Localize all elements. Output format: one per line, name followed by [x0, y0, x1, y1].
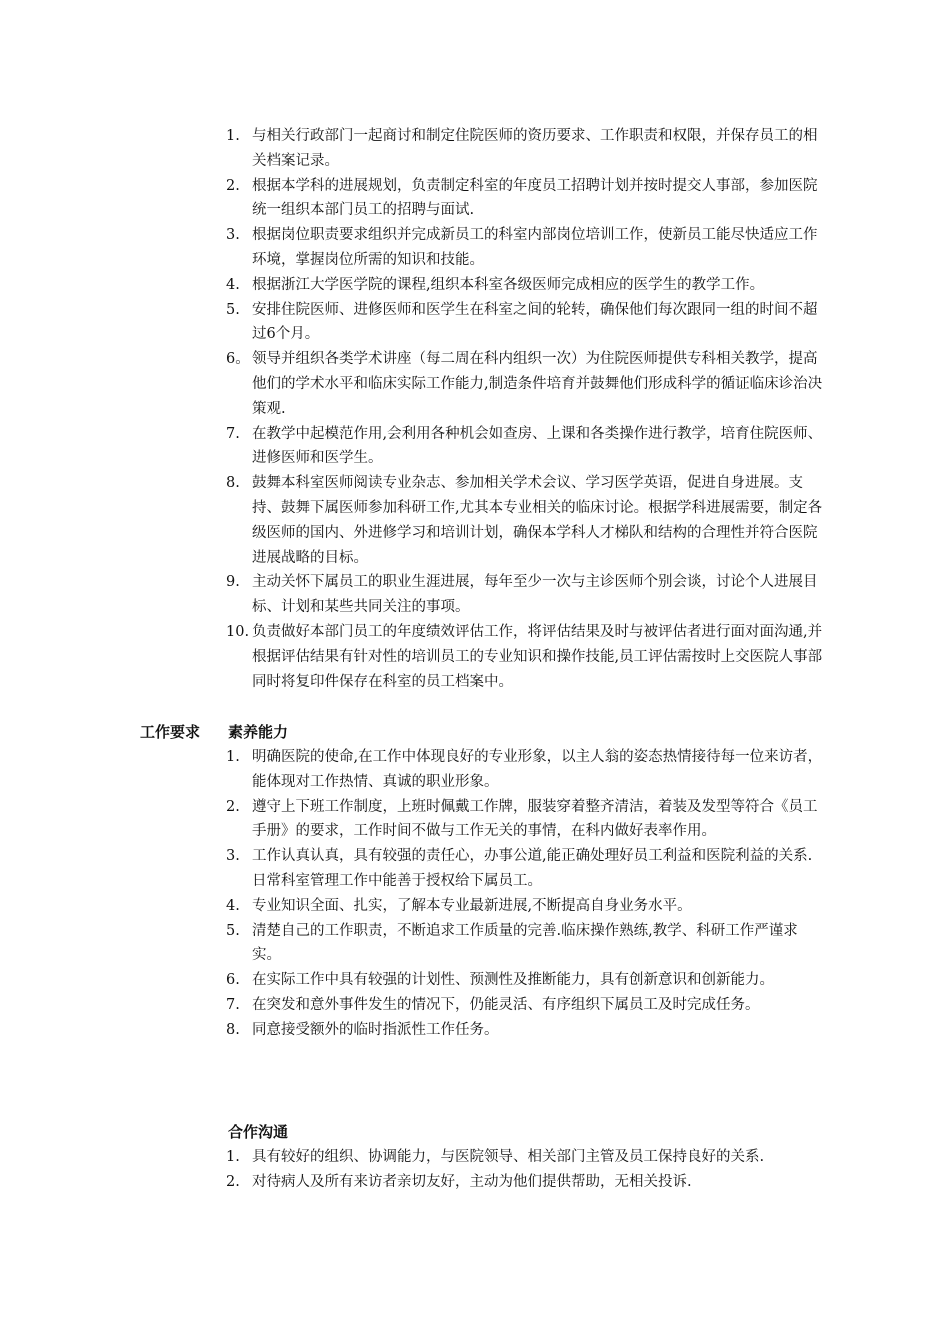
item-number: 10.: [226, 623, 250, 640]
quality-list: [226, 745, 826, 1043]
list-item: [226, 620, 826, 694]
item-number: 6.: [226, 972, 240, 989]
item-number: 9.: [226, 574, 240, 591]
item-number: 4.: [226, 897, 240, 914]
list-item: [226, 844, 826, 894]
list-item: [226, 993, 826, 1018]
item-text: 根据浙江大学医学院的课程,组织本科室各级医师完成相应的医学生的教学工作。: [252, 276, 765, 293]
list-item: [226, 347, 826, 421]
item-text: 与相关行政部门一起商讨和制定住院医师的资历要求、工作职责和权限，并保存员工的相关档案记录。: [252, 128, 818, 169]
item-text: 明确医院的使命,在工作中体现良好的专业形象，以主人翁的姿态热情接待每一位来访者，能体现对工作热情、真诚的职业形象。: [252, 749, 823, 790]
item-text: 同意接受额外的临时指派性工作任务。: [252, 1021, 499, 1038]
item-text: 对待病人及所有来访者亲切友好，主动为他们提供帮助，无相关投诉.: [252, 1173, 692, 1190]
list-item: [226, 1145, 826, 1170]
item-number: 2.: [226, 1173, 240, 1190]
item-number: 2.: [226, 798, 240, 815]
item-number: 3.: [226, 227, 240, 244]
item-number: 4.: [226, 276, 240, 293]
list-item: [226, 174, 826, 224]
work-requirements-label: 工作要求: [140, 723, 201, 741]
item-text: 清楚自己的工作职责，不断追求工作质量的完善.临床操作熟练,教学、科研工作严谨求实。: [252, 922, 798, 964]
item-number: 7.: [226, 996, 240, 1013]
item-text: 根据岗位职责要求组织并完成新员工的科室内部岗位培训工作，使新员工能尽快适应工作环境，掌握岗位所需的知识和技能。: [252, 227, 818, 268]
list-item: [226, 273, 826, 298]
list-item: [226, 422, 826, 472]
item-number: 3.: [226, 848, 240, 865]
item-text: 主动关怀下属员工的职业生涯进展，每年至少一次与主诊医师个别会谈，讨论个人进展目标、计划和某些共同关注的事项。: [252, 574, 818, 616]
item-text: 在实际工作中具有较强的计划性、预测性及推断能力，具有创新意识和创新能力。: [252, 972, 774, 989]
item-number: 6。: [226, 351, 250, 368]
item-text: 负责做好本部门员工的年度绩效评估工作，将评估结果及时与被评估者进行面对面沟通,并根据评估结果有针对性的培训员工的专业知识和操作技能,员工评估需按时上交医院人事部同时将复印件保存在科室的员工档案中。: [252, 623, 823, 690]
cooperation-list: [226, 1145, 826, 1195]
list-item: [226, 298, 826, 348]
item-number: 1.: [226, 128, 240, 144]
item-text: 安排住院医师、进修医师和医学生在科室之间的轮转，确保他们每次跟同一组的时间不超过6个月。: [252, 301, 818, 343]
item-number: 1.: [226, 749, 240, 765]
responsibilities-list: [226, 124, 826, 694]
item-text: 在教学中起模范作用,会利用各种机会如查房、上课和各类操作进行教学，培育住院医师、进修医师和医学生。: [252, 425, 823, 467]
item-text: 鼓舞本科室医师阅读专业杂志、参加相关学术会议、学习医学英语，促进自身进展。支持、鼓舞下属医师参加科研工作,尤其本专业相关的临床讨论。根据学科进展需要，制定各级医师的国内、外进修学习和培训计划，确保本学科人才梯队和结构的合理性并符合医院进展战略的目标。: [252, 475, 823, 566]
list-item: [226, 795, 826, 845]
list-item: [226, 1170, 826, 1195]
list-item: [226, 124, 826, 174]
list-item: [226, 894, 826, 919]
list-item: [226, 745, 826, 795]
item-text: 在突发和意外事件发生的情况下，仍能灵活、有序组织下属员工及时完成任务。: [252, 996, 760, 1013]
cooperation-section-title: 合作沟通: [228, 1123, 289, 1141]
item-text: 遵守上下班工作制度，上班时佩戴工作牌，服装穿着整齐清洁，着装及发型等符合《员工手册》的要求，工作时间不做与工作无关的事情，在科内做好表率作用。: [252, 798, 818, 840]
item-number: 8.: [226, 475, 240, 492]
list-item: [226, 223, 826, 273]
list-item: [226, 968, 826, 993]
list-item: [226, 471, 826, 570]
item-number: 5.: [226, 922, 240, 939]
list-item: [226, 919, 826, 969]
item-number: 7.: [226, 425, 240, 442]
item-number: 8.: [226, 1021, 240, 1038]
quality-section-title: 素养能力: [228, 723, 289, 741]
item-text: 专业知识全面、扎实，了解本专业最新进展,不断提高自身业务水平。: [252, 897, 692, 914]
item-text: 工作认真认真，具有较强的责任心，办事公道,能正确处理好员工利益和医院利益的关系.日常科室管理工作中能善于授权给下属员工。: [252, 848, 813, 889]
item-text: 领导并组织各类学术讲座（每二周在科内组织一次）为住院医师提供专科相关教学，提高他们的学术水平和临床实际工作能力,制造条件培育并鼓舞他们形成科学的循证临床诊治决策观.: [252, 351, 823, 417]
item-text: 具有较好的组织、协调能力，与医院领导、相关部门主管及员工保持良好的关系.: [252, 1149, 765, 1165]
item-number: 2.: [226, 177, 240, 194]
item-number: 5.: [226, 301, 240, 318]
item-text: 根据本学科的进展规划，负责制定科室的年度员工招聘计划并按时提交人事部，参加医院统一组织本部门员工的招聘与面试.: [252, 177, 818, 219]
list-item: [226, 570, 826, 620]
item-number: 1.: [226, 1149, 240, 1165]
list-item: [226, 1018, 826, 1043]
